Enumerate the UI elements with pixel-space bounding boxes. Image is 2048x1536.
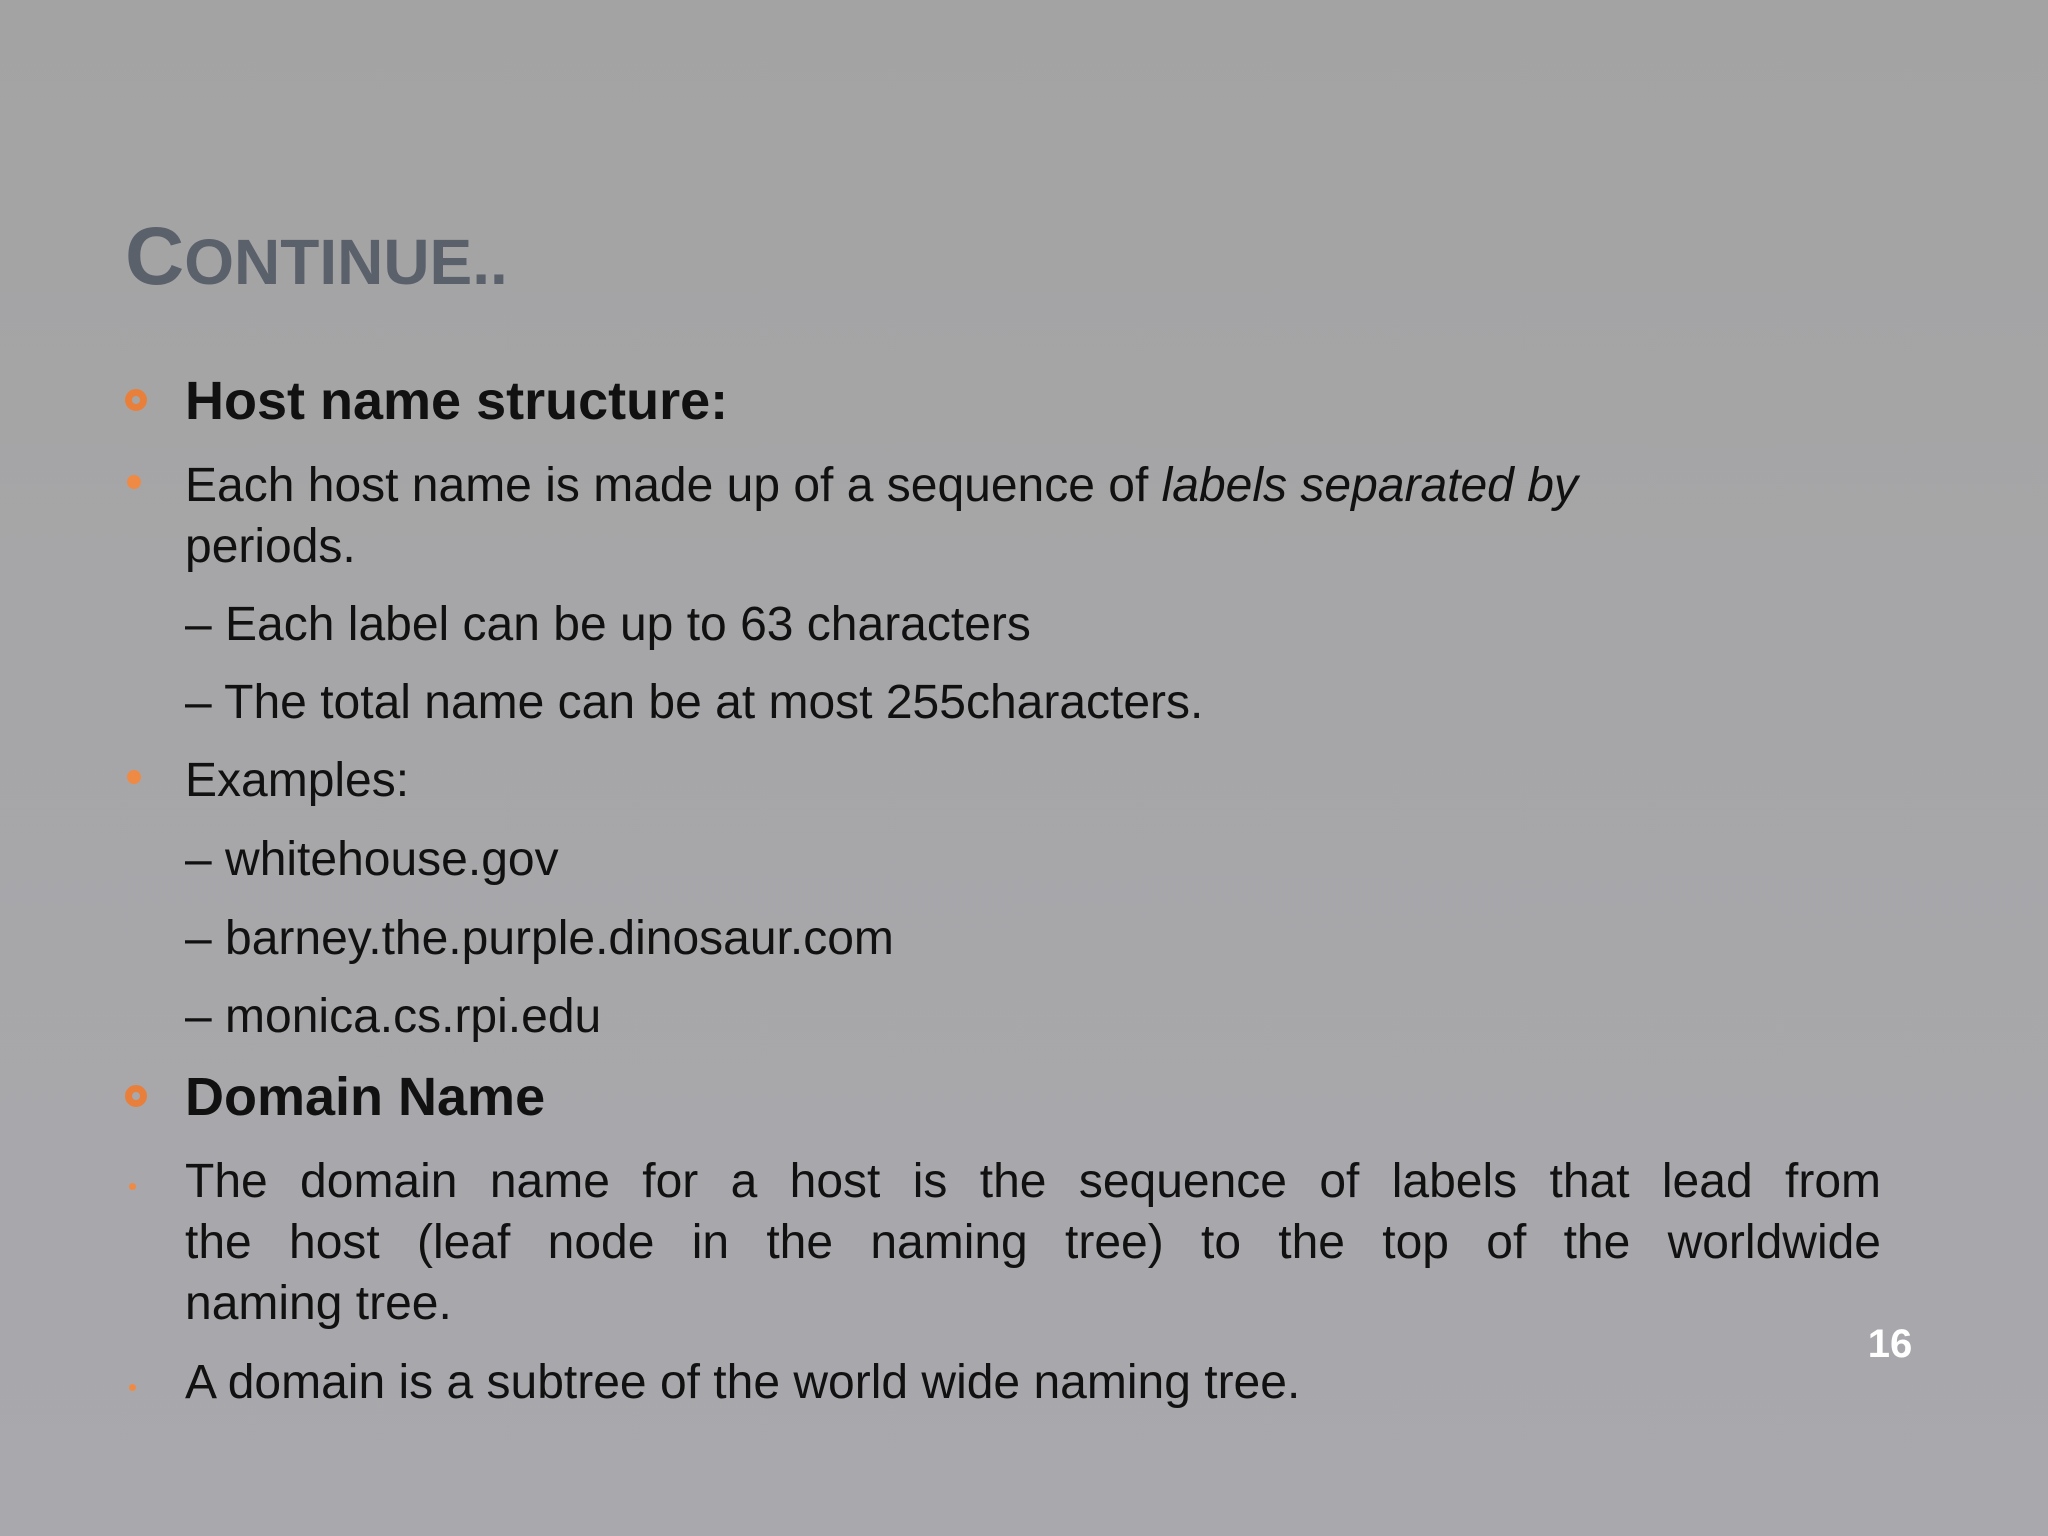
orange-dot-icon [127, 475, 141, 489]
example-text: – monica.cs.rpi.edu [185, 990, 602, 1043]
example-text: – barney.the.purple.dinosaur.com [185, 912, 894, 965]
bullet-text-line: The domain name for a host is the sequence of labels that lead from [185, 1155, 1881, 1208]
orange-ring-icon [125, 1085, 147, 1107]
bullet-text-line: naming tree. [185, 1277, 452, 1330]
slide-title [125, 212, 508, 307]
section-heading-label: Host name structure: [185, 371, 729, 431]
bullet-text-line: the host (leaf node in the naming tree) to the top of the worldwide [185, 1216, 1881, 1269]
bullet-text: A domain is a subtree of the world wide naming tree. [185, 1356, 1301, 1409]
bullet-text-italic: labels separated by [1161, 459, 1578, 512]
orange-dot-icon [129, 1183, 136, 1190]
example-text: – whitehouse.gov [185, 833, 559, 886]
bullet-text-line2: periods. [185, 520, 356, 573]
section-heading-label: Domain Name [185, 1067, 546, 1127]
bullet-text [185, 1151, 1881, 1334]
page-number: 16 [1867, 1322, 1913, 1366]
title-initial: C [125, 211, 185, 302]
bullet-text [185, 455, 1755, 577]
sub-item-text: – The total name can be at most 255characters. [185, 676, 1204, 729]
orange-ring-icon [125, 389, 147, 411]
orange-dot-icon [129, 1384, 136, 1391]
orange-dot-icon [127, 770, 141, 784]
bullet-text-plain: Each host name is made up of a sequence of [185, 459, 1162, 512]
title-rest: ONTINUE.. [184, 226, 508, 298]
sub-item-text: – Each label can be up to 63 characters [185, 598, 1031, 651]
bullet-text: Examples: [185, 754, 410, 807]
